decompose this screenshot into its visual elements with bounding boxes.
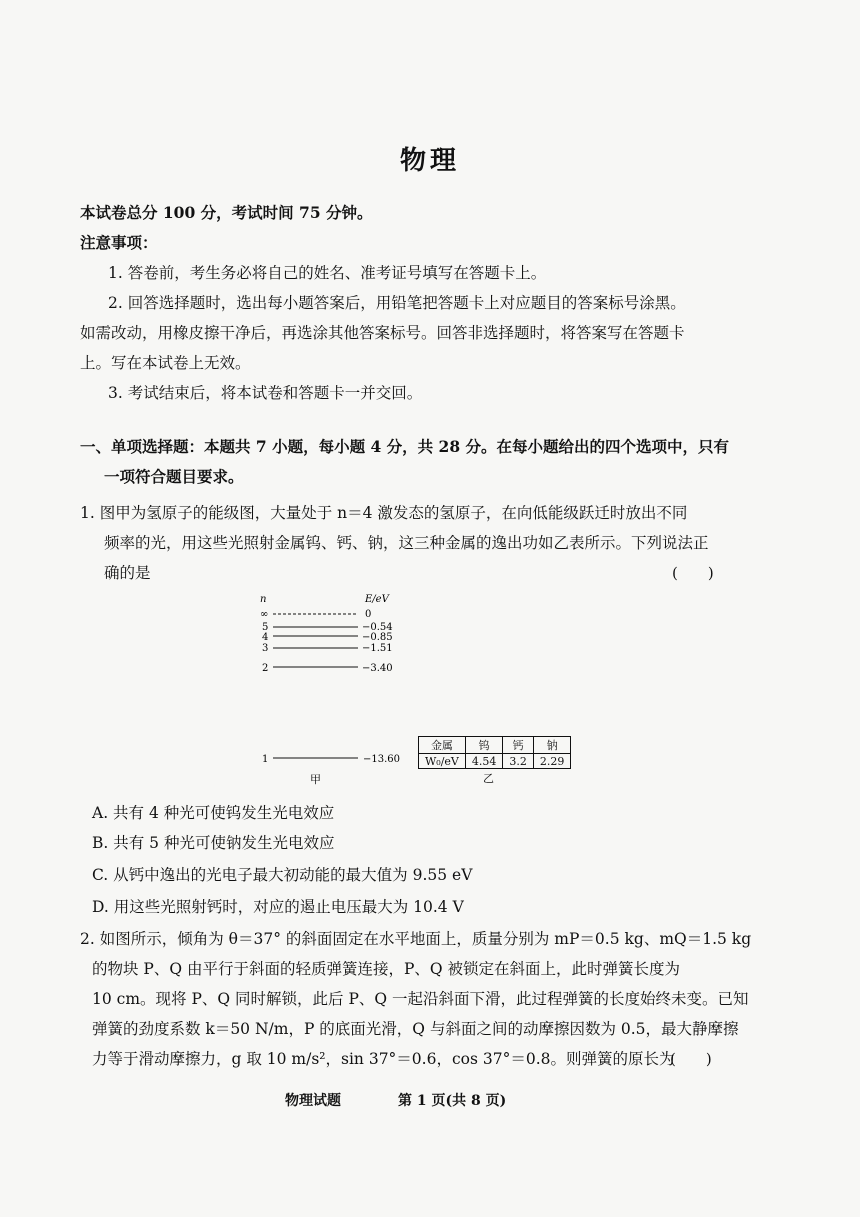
q2-line3: 10 cm。现将 P、Q 同时解锁，此后 P、Q 一起沿斜面下滑，此过程弹簧的长度始终未变。已知 bbox=[92, 990, 749, 1008]
note-3: 3. 考试结束后，将本试卷和答题卡一并交回。 bbox=[108, 384, 423, 402]
e-axis-label: E/eV bbox=[365, 594, 389, 605]
footer-subject: 物理试题 bbox=[285, 1093, 341, 1109]
table-row bbox=[419, 737, 571, 754]
exam-info: 本试卷总分 100 分，考试时间 75 分钟。 bbox=[80, 203, 373, 222]
section1-heading: 一、单项选择题：本题共 7 小题，每小题 4 分，共 28 分。在每小题给出的四个选项中，只有 bbox=[80, 437, 730, 456]
q1-option-d: D. 用这些光照射钙时，对应的遏止电压最大为 10.4 V bbox=[92, 898, 464, 916]
q2-line2: 的物块 P、Q 由平行于斜面的轻质弹簧连接，P、Q 被锁定在斜面上，此时弹簧长度为 bbox=[92, 960, 681, 978]
notes-title: 注意事项： bbox=[80, 233, 158, 252]
level-energy: 0 bbox=[365, 609, 372, 620]
n-axis-label: n bbox=[260, 594, 267, 605]
table-cell: 钠 bbox=[533, 737, 571, 754]
level-energy: −0.54 bbox=[362, 622, 393, 633]
table-row bbox=[419, 754, 571, 769]
table-cell: 金属 bbox=[419, 737, 466, 754]
q1-line3: 确的是 bbox=[104, 564, 151, 582]
level-label: 4 bbox=[262, 632, 269, 643]
note-2: 2. 回答选择题时，选出每小题答案后，用铅笔把答题卡上对应题目的答案标号涂黑。 bbox=[108, 294, 686, 312]
level-label: 1 bbox=[262, 754, 269, 765]
level-energy: −13.60 bbox=[363, 754, 401, 765]
level-label: 2 bbox=[262, 663, 269, 674]
q2-line5: 力等于滑动摩擦力，g 取 10 m/s²，sin 37°＝0.6，cos 37°＝0.8。则弹簧的原长为 bbox=[92, 1050, 675, 1068]
table-cell: W₀/eV bbox=[419, 754, 466, 769]
level-energy: −3.40 bbox=[362, 663, 393, 674]
note-2-cont: 如需改动，用橡皮擦干净后，再选涂其他答案标号。回答非选择题时，将答案写在答题卡 bbox=[80, 324, 685, 342]
diagram-caption: 甲 bbox=[310, 773, 321, 786]
q1-line2: 频率的光，用这些光照射金属钨、钙、钠，这三种金属的逸出功如乙表所示。下列说法正 bbox=[104, 534, 709, 552]
level-energy: −0.85 bbox=[362, 632, 393, 643]
table-cell: 钙 bbox=[503, 737, 534, 754]
page-title: 物理 bbox=[399, 146, 460, 176]
level-label: ∞ bbox=[260, 609, 269, 620]
table-cell: 3.2 bbox=[503, 754, 534, 769]
level-energy: −1.51 bbox=[362, 643, 393, 654]
table-caption: 乙 bbox=[483, 772, 494, 785]
note-2-end: 上。写在本试卷上无效。 bbox=[80, 354, 251, 372]
work-function-table bbox=[418, 736, 571, 769]
table-cell: 2.29 bbox=[533, 754, 571, 769]
level-label: 5 bbox=[262, 622, 269, 633]
q1-option-b: B. 共有 5 种光可使钠发生光电效应 bbox=[92, 834, 335, 852]
q1-option-a: A. 共有 4 种光可使钨发生光电效应 bbox=[92, 804, 335, 822]
energy-level-diagram bbox=[250, 590, 420, 790]
table-cell: 钨 bbox=[465, 737, 503, 754]
q2-line1: 2. 如图所示，倾角为 θ＝37° 的斜面固定在水平地面上，质量分别为 mP＝0.5 kg、mQ＝1.5 kg bbox=[80, 930, 752, 948]
note-1: 1. 答卷前，考生务必将自己的姓名、准考证号填写在答题卡上。 bbox=[108, 264, 547, 282]
q1-option-c: C. 从钙中逸出的光电子最大初动能的最大值为 9.55 eV bbox=[92, 866, 473, 884]
footer-page: 第 1 页(共 8 页) bbox=[398, 1093, 507, 1109]
q1-answer-paren: ( ) bbox=[672, 564, 714, 582]
q1-line1: 1. 图甲为氢原子的能级图，大量处于 n＝4 激发态的氢原子，在向低能级跃迁时放出不同 bbox=[80, 504, 688, 522]
q2-answer-paren: ( ) bbox=[670, 1050, 712, 1068]
level-label: 3 bbox=[262, 643, 269, 654]
section1-heading-cont: 一项符合题目要求。 bbox=[104, 467, 244, 486]
table-cell: 4.54 bbox=[465, 754, 503, 769]
q2-line4: 弹簧的劲度系数 k＝50 N/m，P 的底面光滑，Q 与斜面之间的动摩擦因数为 0.5，最大静摩擦 bbox=[92, 1020, 739, 1038]
